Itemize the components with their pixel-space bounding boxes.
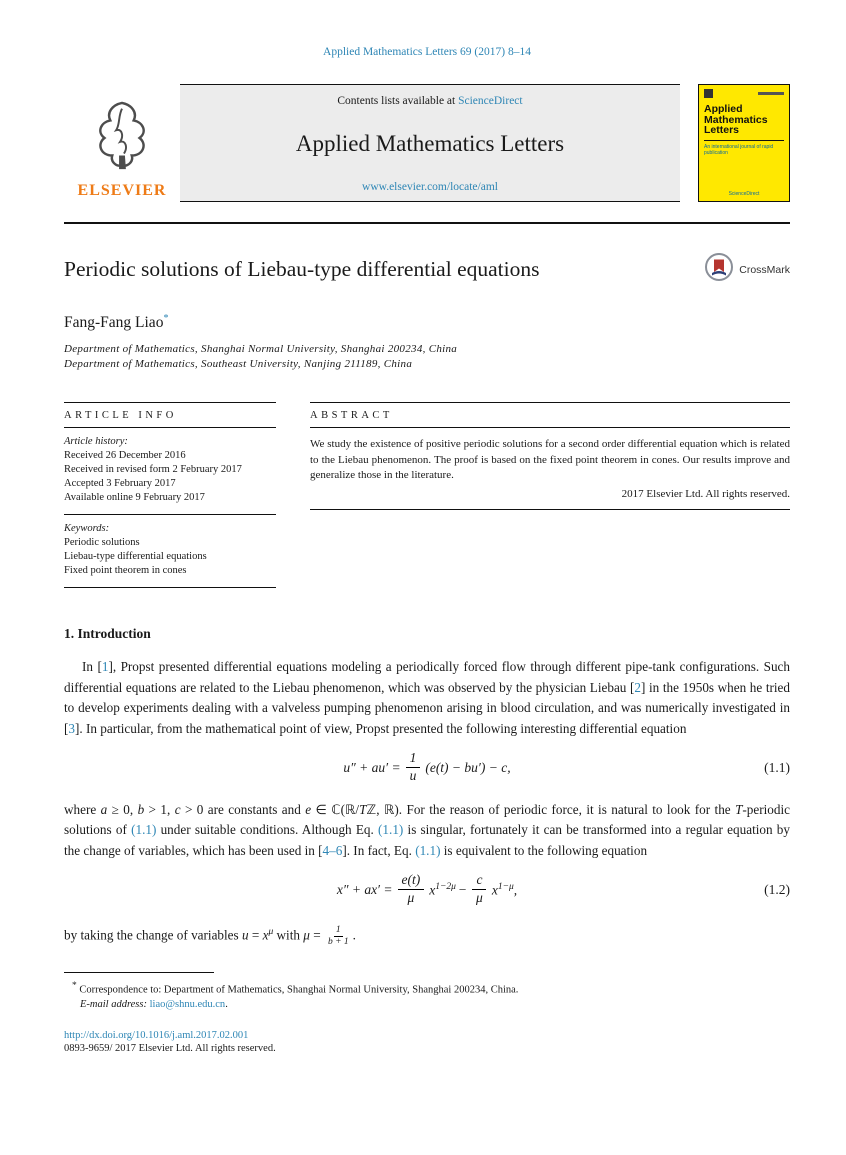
journal-header <box>64 84 790 202</box>
email-label: E-mail address: <box>80 998 147 1010</box>
correspondence-mark[interactable]: * <box>163 313 169 324</box>
text-segment: . <box>352 927 356 943</box>
text-segment: under suitable conditions. Although Eq. <box>156 822 379 838</box>
issn-copyright-line: 0893-9659/ 2017 Elsevier Ltd. All rights reserved. <box>64 1043 276 1055</box>
text-segment: is singular, fortunately it can be transformed into a regular equation by the change of variables, which has been used in [ <box>64 822 790 858</box>
elsevier-wordmark: ELSEVIER <box>77 182 167 199</box>
punctuation: , <box>513 882 518 898</box>
intro-paragraph-3 <box>64 922 790 948</box>
title-row <box>64 252 790 287</box>
contents-text: Contents lists available at <box>337 95 459 107</box>
article-history <box>64 428 276 514</box>
text-segment: b <box>137 801 145 817</box>
equation-1-2 <box>64 872 790 907</box>
keyword-item: Liebau-type differential equations <box>64 551 207 563</box>
fraction <box>406 750 421 785</box>
text-segment: In [ <box>82 659 102 675</box>
fraction-numerator: 1 <box>406 750 421 768</box>
keyword-item: Fixed point theorem in cones <box>64 565 187 577</box>
history-item: Received in revised form 2 February 2017 <box>64 464 242 476</box>
text-segment: = <box>248 927 263 943</box>
doi-link[interactable]: http://dx.doi.org/10.1016/j.aml.2017.02.001 <box>64 1030 249 1042</box>
history-item: Accepted 3 February 2017 <box>64 478 176 490</box>
text-segment: T <box>359 801 367 817</box>
citation-link[interactable]: 3 <box>68 720 75 736</box>
text-segment: with <box>273 927 304 943</box>
abstract-text: We study the existence of positive periodic solutions for a second order differential equation which is related to the Liebau phenomenon. The proof is based on the fixed point theorem in cones. Our results improve and generalize those in the literature. <box>310 438 790 482</box>
affiliation-line: Department of Mathematics, Southeast University, Nanjing 211189, China <box>64 358 413 371</box>
equation-rhs: (e(t) − bu′) − c, <box>425 759 511 775</box>
text-segment: > 0 are constants and <box>180 801 306 817</box>
cover-bar-icon <box>758 92 784 95</box>
text-segment: = <box>309 927 324 943</box>
abstract-column <box>310 402 790 588</box>
punctuation: . <box>225 998 228 1010</box>
text-segment: a <box>100 801 108 817</box>
equation-term <box>429 882 456 899</box>
fraction-numerator: c <box>472 872 486 890</box>
text-segment: μ <box>303 927 310 943</box>
inline-fraction: $\frac{1}{b + 1}$ <box>327 925 349 948</box>
crossmark-badge[interactable] <box>704 252 790 287</box>
history-item: Available online 9 February 2017 <box>64 492 205 504</box>
cover-subtitle: An international journal of rapid publication <box>704 143 774 156</box>
variable: x <box>429 882 436 898</box>
abstract-heading: ABSTRACT <box>310 410 393 422</box>
text-segment: ∈ ℂ(ℝ/ <box>311 801 360 817</box>
keyword-item: Periodic solutions <box>64 537 140 549</box>
equation-number: (1.2) <box>764 881 790 897</box>
header-divider <box>64 222 790 224</box>
cover-title <box>704 104 784 136</box>
journal-url-link[interactable]: www.elsevier.com/locate/aml <box>362 181 498 193</box>
text-segment: ], Propst presented differential equations modeling a periodically forced flow through different pipe-tank configurations. Such differential equations are related to the Liebau phenomenon, which was observed by the physician Liebau [ <box>64 659 790 695</box>
meta-section <box>64 402 790 588</box>
journal-banner <box>180 84 680 202</box>
intro-paragraph-2 <box>64 800 790 862</box>
fraction-denominator: μ <box>407 890 415 906</box>
email-footnote <box>72 998 790 1013</box>
variable: x <box>491 882 498 898</box>
article-info-heading: ARTICLE INFO <box>64 410 177 422</box>
sciencedirect-link[interactable]: ScienceDirect <box>458 95 523 107</box>
text-segment: ≥ 0, <box>107 801 138 817</box>
citation-link[interactable]: 4–6 <box>322 842 343 858</box>
citation-link[interactable]: 1 <box>101 659 109 675</box>
crossmark-icon <box>704 252 734 287</box>
contents-line <box>188 95 672 107</box>
text-segment: ]. In fact, Eq. <box>342 842 416 858</box>
equation-lhs: x″ + ax′ = <box>336 881 393 897</box>
author-line <box>64 313 790 332</box>
article-info-column <box>64 402 276 588</box>
equation-body <box>337 872 517 907</box>
text-segment: where <box>64 801 101 817</box>
equation-number: (1.1) <box>764 759 790 775</box>
text-segment: e <box>305 801 312 817</box>
crossmark-label: CrossMark <box>739 263 790 276</box>
text-segment: ℤ, ℝ). For the reason of periodic force, it is natural to look for the <box>366 801 736 817</box>
journal-cover-thumbnail <box>698 84 790 202</box>
history-item: Received 26 December 2016 <box>64 450 186 462</box>
fraction <box>472 872 487 907</box>
affiliations <box>64 342 790 372</box>
equation-body <box>343 750 510 785</box>
operator: − <box>457 881 468 897</box>
text-segment: u <box>241 927 249 943</box>
elsevier-tree-icon <box>86 99 158 180</box>
equation-lhs: u″ + au′ = <box>343 759 401 775</box>
text-segment: c <box>174 801 181 817</box>
cover-title-line: Applied <box>704 103 743 115</box>
superscript: 1−μ <box>497 881 514 892</box>
superscript: μ <box>268 927 274 938</box>
fraction-denominator: μ <box>476 890 483 906</box>
fraction-numerator: e(t) <box>398 872 425 890</box>
cover-title-line: Letters <box>704 124 740 136</box>
text-segment: ] in the 1950s when he tried to develop experiments dealing with a valveless pumping phenomenon arising in blood circulation, and was numerically investigated in [ <box>64 679 791 736</box>
cover-title-line: Mathematics <box>704 113 768 126</box>
elsevier-logo <box>64 84 180 202</box>
footnote-mark: * <box>72 980 77 991</box>
journal-title: Applied Mathematics Letters <box>295 131 565 156</box>
correspondence-text: Correspondence to: Department of Mathematics, Shanghai Normal University, Shanghai 200234, China. <box>76 984 519 996</box>
fraction-denominator: u <box>409 768 417 784</box>
equation-1-1 <box>64 750 790 785</box>
fraction <box>398 872 425 907</box>
citation-link[interactable]: (1.1) <box>415 842 441 858</box>
cover-rule <box>704 140 784 141</box>
email-link[interactable]: liao@shnu.edu.cn <box>149 998 226 1010</box>
author-name: Fang-Fang Liao <box>64 314 164 332</box>
text-segment: -periodic solutions of <box>64 801 791 838</box>
equation-term <box>492 882 517 899</box>
divider <box>64 587 276 588</box>
footnote-divider <box>64 972 214 973</box>
citation-link[interactable]: (1.1) <box>378 822 404 838</box>
keywords-block <box>64 515 276 587</box>
affiliation-line: Department of Mathematics, Shanghai Normal University, Shanghai 200234, China <box>64 343 458 356</box>
text-segment: x <box>262 927 269 943</box>
abstract-copyright: 2017 Elsevier Ltd. All rights reserved. <box>621 487 790 500</box>
text-segment: is equivalent to the following equation <box>440 842 648 858</box>
text-segment: > 1, <box>144 801 175 817</box>
keywords-label: Keywords: <box>64 523 110 535</box>
citation-link[interactable]: (1.1) <box>131 822 157 838</box>
text-segment: ]. In particular, from the mathematical point of view, Propst presented the following interesting differential equation <box>75 720 687 736</box>
cover-mark-icon <box>704 89 713 98</box>
correspondence-footnote <box>72 979 790 998</box>
footnote-block <box>64 979 790 1013</box>
cover-footer: ScienceDirect <box>728 191 760 197</box>
text-segment: by taking the change of variables <box>64 927 242 943</box>
superscript: 1−2μ <box>435 881 456 892</box>
section-heading-introduction: 1. Introduction <box>64 626 151 642</box>
cover-top-marks <box>704 89 784 98</box>
journal-reference-link[interactable]: Applied Mathematics Letters 69 (2017) 8–14 <box>323 46 531 58</box>
divider <box>310 509 790 510</box>
article-title: Periodic solutions of Liebau-type differential equations <box>64 257 540 281</box>
history-label: Article history: <box>64 436 128 448</box>
text-segment: T <box>735 801 743 817</box>
citation-link[interactable]: 2 <box>634 679 641 695</box>
intro-paragraph-1 <box>64 657 790 739</box>
